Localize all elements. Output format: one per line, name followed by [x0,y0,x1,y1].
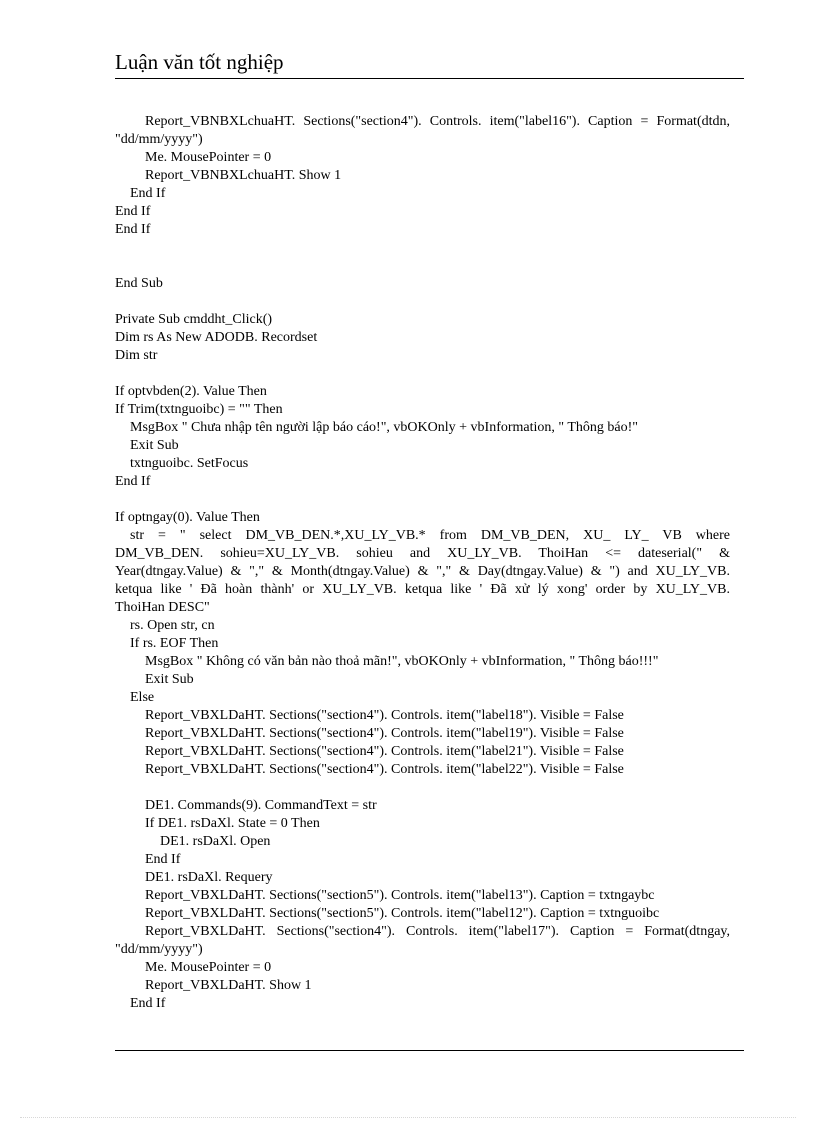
code-line: str = " select DM_VB_DEN.*,XU_LY_VB.* from DM_VB_DEN, XU_ LY_ VB where [130,528,730,543]
code-line: End If [130,996,166,1011]
code-line: End Sub [115,276,163,291]
code-line: End If [115,222,151,237]
page-header-title: Luận văn tốt nghiệp [115,50,284,74]
code-line: Report_VBXLDaHT. Sections("section5"). Controls. item("label13"). Caption = txtngaybc [145,888,655,903]
code-line: DM_VB_DEN. sohieu=XU_LY_VB. sohieu and XU_LY_VB. ThoiHan <= dateserial(" & [115,546,730,561]
code-line: rs. Open str, cn [130,618,215,633]
code-line: Report_VBXLDaHT. Sections("section4"). Controls. item("label22"). Visible = False [145,762,624,777]
code-line: ThoiHan DESC" [115,600,210,615]
code-line: Report_VBXLDaHT. Sections("section4"). Controls. item("label19"). Visible = False [145,726,624,741]
blank-line [115,491,730,509]
code-line: Report_VBNBXLchuaHT. Sections("section4"). Controls. item("label16"). Caption = Format(dtdn, [145,114,730,129]
code-line: Report_VBXLDaHT. Show 1 [145,978,312,993]
code-listing [115,113,730,1013]
code-line: Private Sub cmddht_Click() [115,312,273,327]
code-line: End If [145,852,181,867]
code-line: DE1. Commands(9). CommandText = str [145,798,377,813]
code-line: DE1. rsDaXl. Open [160,834,271,849]
code-line: If optvbden(2). Value Then [115,384,267,399]
code-line: Me. MousePointer = 0 [145,960,272,975]
code-line: If Trim(txtnguoibc) = "" Then [115,402,283,417]
code-line: If rs. EOF Then [130,636,219,651]
code-line: Year(dtngay.Value) & "," & Month(dtngay.Value) & "," & Day(dtngay.Value) & ") and XU_LY_VB. [115,564,730,579]
code-line: MsgBox " Không có văn bản nào thoả mãn!", vbOKOnly + vbInformation, " Thông báo!!!" [145,654,659,669]
code-line: Report_VBXLDaHT. Sections("section4"). Controls. item("label18"). Visible = False [145,708,624,723]
blank-line [115,293,730,311]
code-line: Exit Sub [130,438,179,453]
code-line: If DE1. rsDaXl. State = 0 Then [145,816,320,831]
code-line: ketqua like ' Đã hoàn thành' or XU_LY_VB. ketqua like ' Đã xử lý xong' order by XU_LY_VB. [115,582,730,597]
blank-line [115,779,730,797]
code-line: End If [130,186,166,201]
header-rule [115,78,744,79]
code-line: "dd/mm/yyyy") [115,942,203,957]
code-line: Dim rs As New ADODB. Recordset [115,330,318,345]
blank-line [115,239,730,257]
page-edge-dots [20,1117,796,1118]
code-line: txtnguoibc. SetFocus [130,456,249,471]
code-line: Else [130,690,155,705]
code-line: DE1. rsDaXl. Requery [145,870,273,885]
code-line: Report_VBNBXLchuaHT. Show 1 [145,168,342,183]
footer-rule [115,1050,744,1051]
code-line: Report_VBXLDaHT. Sections("section4"). Controls. item("label21"). Visible = False [145,744,624,759]
blank-line [115,257,730,275]
code-line: Me. MousePointer = 0 [145,150,272,165]
code-line: Report_VBXLDaHT. Sections("section5"). Controls. item("label12"). Caption = txtnguoibc [145,906,660,921]
code-line: Report_VBXLDaHT. Sections("section4"). Controls. item("label17"). Caption = Format(dtngay, [145,924,730,939]
blank-line [115,365,730,383]
code-line: End If [115,204,151,219]
code-line: Exit Sub [145,672,194,687]
code-line: MsgBox " Chưa nhập tên người lập báo cáo!", vbOKOnly + vbInformation, " Thông báo!" [130,420,638,435]
code-line: If optngay(0). Value Then [115,510,260,525]
code-line: Dim str [115,348,158,363]
code-line: "dd/mm/yyyy") [115,132,203,147]
code-line: End If [115,474,151,489]
